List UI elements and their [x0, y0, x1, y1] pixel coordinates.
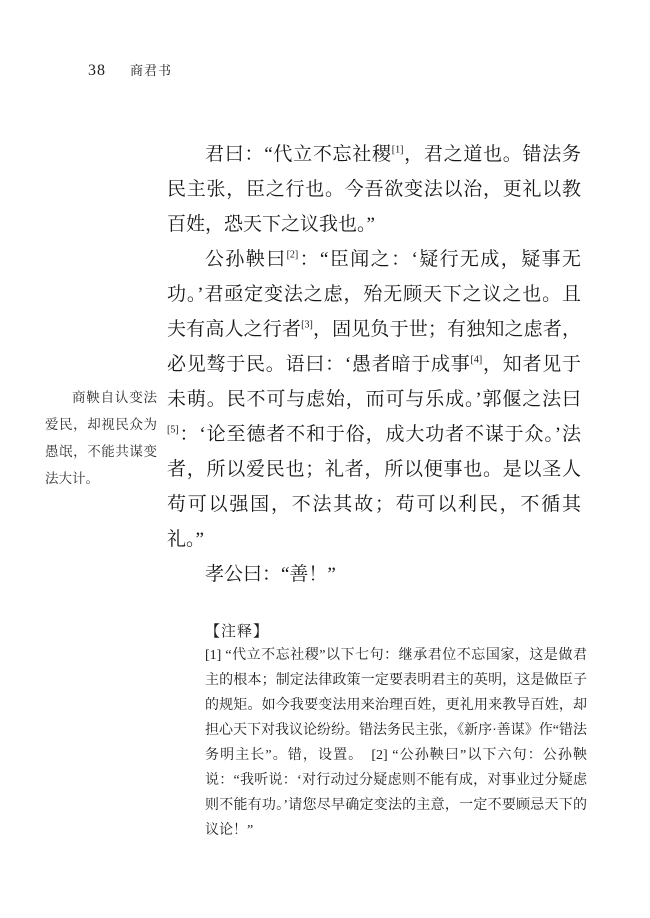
page-header [88, 60, 172, 80]
footnote-marker: [3] [301, 319, 313, 331]
annotations-section [205, 620, 587, 843]
page-number: 38 [88, 62, 106, 79]
main-text [167, 137, 581, 592]
annotations-body: [1] “代立不忘社稷”以下七句：继承君位不忘国家，这是做君主的根本；制定法律政策一定要表明君主的英明，这是做臣子的规矩。如今我要变法用来治理百姓，更礼用来教导百姓，却担心天下对我议论纷纷。错法务民主张，《新序·善谋》作“错法务明主长”。错，设置。 [2] “公孙鞅曰”以下六句：公孙鞅说：“我听说：‘对行动过分疑虑则不能有成，对事业过分疑虑则不能有功。’请您尽早确定变法的主意，一定不要顾忌天下的议论！” [205, 648, 587, 838]
footnote-marker: [1] [391, 144, 404, 156]
running-title: 商君书 [130, 63, 173, 78]
paragraph: 孝公曰：“善！” [205, 564, 336, 585]
annotations-heading: 【注释】 [205, 624, 270, 640]
footnote-marker: [5] [167, 424, 179, 436]
footnote-marker: [2] [286, 249, 299, 261]
margin-note: 商鞅自认变法爱民，却视民众为愚氓，不能共谋变法大计。 [45, 390, 157, 486]
footnote-marker: [4] [470, 354, 483, 366]
paragraph: 君曰：“代立不忘社稷[1]，君之道也。错法务民主张，臣之行也。今吾欲变法以治，更礼以教百姓，恐天下之议我也。” [167, 144, 581, 235]
paragraph: 公孙鞅曰[2]：“臣闻之：‘疑行无成，疑事无功。’君亟定变法之虑，殆无顾天下之议之也。且夫有高人之行者[3]，固见负于世；有独知之虑者，必见骜于民。语曰：‘愚者暗于成事[4]，知者见于未萌。民不可与虑始，而可与乐成。’郭偃之法曰[5]：‘论至德者不和于俗，成大功者不谋于众。’法者，所以爱民也；礼者，所以便事也。是以圣人苟可以强国，不法其故；苟可以利民，不循其礼。” [167, 249, 581, 550]
